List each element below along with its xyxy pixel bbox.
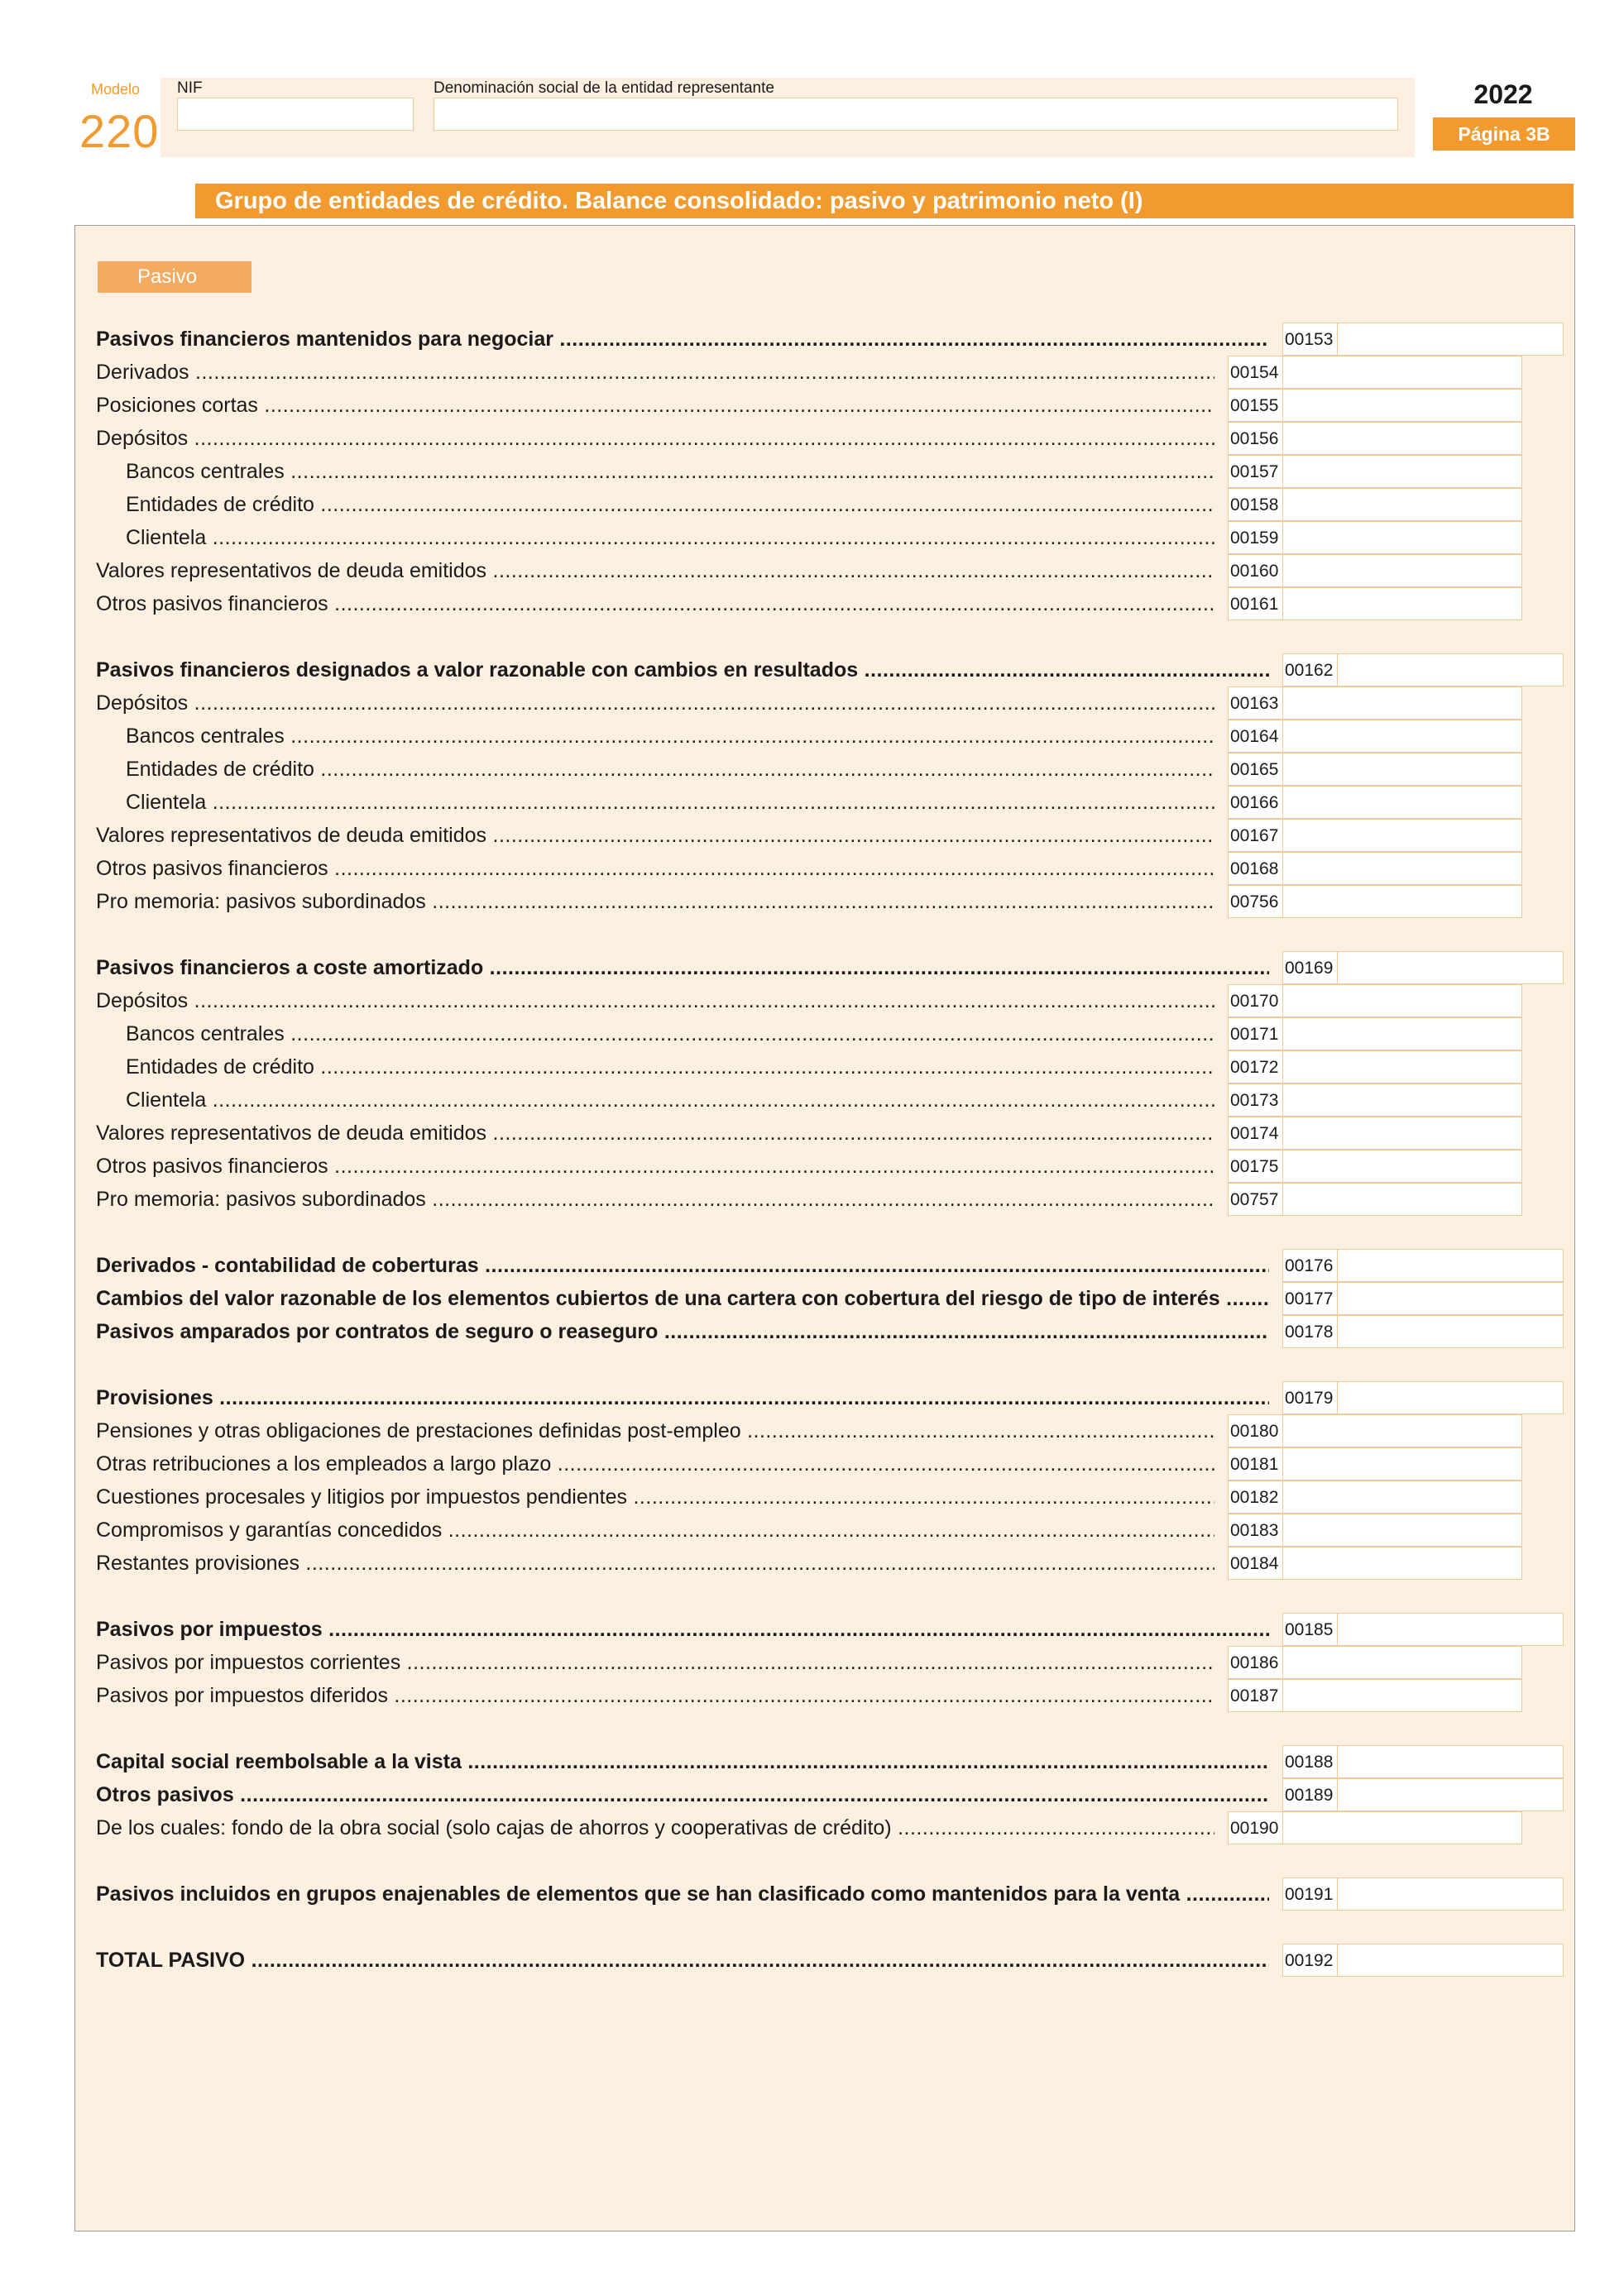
value-field[interactable] — [1228, 587, 1522, 620]
form-row — [96, 455, 1552, 488]
form-row — [96, 1811, 1552, 1844]
value-field[interactable] — [1228, 1414, 1522, 1447]
row-label: Pro memoria: pasivos subordinados ..... — [96, 1183, 1214, 1216]
row-label: Bancos centrales ..... — [126, 1017, 1214, 1050]
form-row — [96, 488, 1552, 521]
form-row — [96, 1249, 1552, 1282]
value-field[interactable] — [1228, 686, 1522, 720]
value-field[interactable] — [1282, 951, 1564, 984]
field-code: 00176 — [1283, 1250, 1338, 1281]
modelo-label: Modelo — [91, 81, 141, 98]
row-label: Bancos centrales ..... — [126, 720, 1214, 753]
field-code: 00173 — [1229, 1084, 1283, 1116]
form-row — [96, 1646, 1552, 1679]
row-label: Posiciones cortas ..... — [96, 389, 1214, 422]
form-row — [96, 1083, 1552, 1117]
row-label: Derivados - contabilidad de coberturas ..... — [96, 1249, 1269, 1282]
value-field[interactable] — [1228, 554, 1522, 587]
form-row — [96, 1613, 1552, 1646]
field-code: 00170 — [1229, 985, 1283, 1016]
value-field[interactable] — [1282, 1778, 1564, 1811]
form-row — [96, 1117, 1552, 1150]
form-row — [96, 356, 1552, 389]
field-code: 00168 — [1229, 853, 1283, 884]
value-field[interactable] — [1282, 1315, 1564, 1348]
value-field[interactable] — [1228, 1050, 1522, 1083]
nif-label: NIF — [177, 79, 203, 97]
row-label: Pasivos amparados por contratos de seguro o reaseguro ..... — [96, 1315, 1269, 1348]
row-label: Entidades de crédito ..... — [126, 1050, 1214, 1083]
field-code: 00156 — [1229, 423, 1283, 454]
form-row — [96, 885, 1552, 918]
field-code: 00192 — [1283, 1944, 1338, 1976]
field-code: 00163 — [1229, 687, 1283, 719]
field-code: 00181 — [1229, 1448, 1283, 1480]
row-label: Derivados ..... — [96, 356, 1214, 389]
field-code: 00154 — [1229, 356, 1283, 388]
field-code: 00153 — [1283, 323, 1338, 355]
row-label: Pasivos financieros designados a valor razonable con cambios en resultados ..... — [96, 653, 1269, 686]
field-code: 00155 — [1229, 390, 1283, 421]
field-code: 00159 — [1229, 522, 1283, 553]
form-row — [96, 984, 1552, 1017]
section-tab-pasivo: Pasivo — [98, 261, 252, 293]
value-field[interactable] — [1228, 1480, 1522, 1514]
field-code: 00175 — [1229, 1150, 1283, 1182]
row-label: Valores representativos de deuda emitidos ..... — [96, 819, 1214, 852]
form-row — [96, 1150, 1552, 1183]
field-code: 00171 — [1229, 1018, 1283, 1050]
field-code: 00183 — [1229, 1514, 1283, 1546]
form-row — [96, 1745, 1552, 1778]
row-label: Clientela ..... — [126, 1083, 1214, 1117]
value-field[interactable] — [1228, 521, 1522, 554]
value-field[interactable] — [1228, 786, 1522, 819]
row-label: Pasivos financieros a coste amortizado ..... — [96, 951, 1269, 984]
field-code: 00157 — [1229, 456, 1283, 487]
field-code: 00169 — [1283, 952, 1338, 983]
field-code: 00167 — [1229, 820, 1283, 851]
form-row — [96, 1017, 1552, 1050]
value-field[interactable] — [1228, 356, 1522, 389]
field-code: 00174 — [1229, 1117, 1283, 1149]
field-code: 00184 — [1229, 1547, 1283, 1579]
row-label: Compromisos y garantías concedidos ..... — [96, 1514, 1214, 1547]
form-row — [96, 653, 1552, 686]
form-row — [96, 753, 1552, 786]
form-row — [96, 720, 1552, 753]
value-field[interactable] — [1228, 422, 1522, 455]
row-label: Restantes provisiones ..... — [96, 1547, 1214, 1580]
row-label: Depósitos ..... — [96, 984, 1214, 1017]
field-code: 00182 — [1229, 1481, 1283, 1513]
year: 2022 — [1473, 79, 1533, 109]
form-row — [96, 1183, 1552, 1216]
field-code: 00179 — [1283, 1382, 1338, 1413]
row-label: Pro memoria: pasivos subordinados ..... — [96, 885, 1214, 918]
value-field[interactable] — [1282, 1282, 1564, 1315]
row-label: Otros pasivos financieros ..... — [96, 587, 1214, 620]
form-row — [96, 1877, 1552, 1911]
value-field[interactable] — [1282, 1877, 1564, 1911]
field-code: 00190 — [1229, 1812, 1283, 1844]
field-code: 00165 — [1229, 753, 1283, 785]
row-label: De los cuales: fondo de la obra social (solo cajas de ahorros y cooperativas de crédito) ..... — [96, 1811, 1214, 1844]
form-row — [96, 1944, 1552, 1977]
field-code: 00187 — [1229, 1680, 1283, 1711]
value-field[interactable] — [1228, 1017, 1522, 1050]
value-field[interactable] — [1228, 455, 1522, 488]
row-label: TOTAL PASIVO ..... — [96, 1944, 1269, 1977]
field-code: 00162 — [1283, 654, 1338, 686]
field-code: 00185 — [1283, 1614, 1338, 1645]
value-field[interactable] — [1228, 984, 1522, 1017]
row-label: Pasivos financieros mantenidos para negociar ..... — [96, 323, 1269, 356]
value-field[interactable] — [1228, 1183, 1522, 1216]
value-field[interactable] — [1228, 1447, 1522, 1480]
field-code: 00757 — [1229, 1184, 1283, 1215]
row-label: Otras retribuciones a los empleados a largo plazo ..... — [96, 1447, 1214, 1480]
field-code: 00178 — [1283, 1316, 1338, 1347]
row-label: Provisiones ..... — [96, 1381, 1269, 1414]
field-code: 00177 — [1283, 1283, 1338, 1314]
form-row — [96, 786, 1552, 819]
row-label: Entidades de crédito ..... — [126, 753, 1214, 786]
form-row — [96, 1447, 1552, 1480]
row-label: Clientela ..... — [126, 786, 1214, 819]
modelo-number: 220 — [79, 105, 160, 157]
field-code: 00158 — [1229, 489, 1283, 520]
field-code: 00164 — [1229, 720, 1283, 752]
form-row — [96, 686, 1552, 720]
value-field[interactable] — [1228, 1514, 1522, 1547]
form-row — [96, 521, 1552, 554]
value-field[interactable] — [1228, 1083, 1522, 1117]
value-field[interactable] — [1228, 1811, 1522, 1844]
value-field[interactable] — [1282, 1944, 1564, 1977]
field-code: 00189 — [1283, 1779, 1338, 1810]
row-label: Depósitos ..... — [96, 422, 1214, 455]
row-label: Capital social reembolsable a la vista ..... — [96, 1745, 1269, 1778]
row-label: Pasivos incluidos en grupos enajenables de elementos que se han clasificado como mantenidos para la venta ..... — [96, 1877, 1269, 1911]
value-field[interactable] — [1282, 1745, 1564, 1778]
denominacion-label: Denominación social de la entidad representante — [434, 79, 774, 97]
row-label: Valores representativos de deuda emitidos ..... — [96, 1117, 1214, 1150]
form-row — [96, 1282, 1552, 1315]
value-field[interactable] — [1282, 653, 1564, 686]
row-label: Bancos centrales ..... — [126, 455, 1214, 488]
value-field[interactable] — [1228, 852, 1522, 885]
field-code: 00188 — [1283, 1746, 1338, 1777]
value-field[interactable] — [1228, 389, 1522, 422]
form-row — [96, 587, 1552, 620]
row-label: Pasivos por impuestos diferidos ..... — [96, 1679, 1214, 1712]
value-field[interactable] — [1282, 323, 1564, 356]
nif-field[interactable] — [177, 98, 414, 131]
form-row — [96, 951, 1552, 984]
form-row — [96, 852, 1552, 885]
value-field[interactable] — [1228, 720, 1522, 753]
row-label: Otros pasivos financieros ..... — [96, 1150, 1214, 1183]
value-field[interactable] — [1228, 1150, 1522, 1183]
row-label: Cambios del valor razonable de los elementos cubiertos de una cartera con cobertura del riesgo de tipo de interés ..... — [96, 1282, 1269, 1315]
page-badge: Página 3B — [1433, 117, 1575, 151]
field-code: 00161 — [1229, 588, 1283, 619]
field-code: 00756 — [1229, 886, 1283, 917]
form-row — [96, 389, 1552, 422]
value-field[interactable] — [1282, 1249, 1564, 1282]
form-row — [96, 1480, 1552, 1514]
field-code: 00186 — [1229, 1647, 1283, 1678]
form-row — [96, 1778, 1552, 1811]
form-row — [96, 1315, 1552, 1348]
value-field[interactable] — [1228, 1679, 1522, 1712]
form-row — [96, 1547, 1552, 1580]
value-field[interactable] — [1282, 1381, 1564, 1414]
value-field[interactable] — [1228, 819, 1522, 852]
page-title: Grupo de entidades de crédito. Balance consolidado: pasivo y patrimonio neto (I) — [195, 184, 1574, 218]
row-label: Pensiones y otras obligaciones de prestaciones definidas post-empleo ..... — [96, 1414, 1214, 1447]
denominacion-field[interactable] — [434, 98, 1398, 131]
row-label: Valores representativos de deuda emitidos ..... — [96, 554, 1214, 587]
value-field[interactable] — [1228, 1646, 1522, 1679]
field-code: 00180 — [1229, 1415, 1283, 1447]
row-label: Entidades de crédito ..... — [126, 488, 1214, 521]
row-label: Cuestiones procesales y litigios por impuestos pendientes ..... — [96, 1480, 1214, 1514]
value-field[interactable] — [1228, 753, 1522, 786]
form-row — [96, 1679, 1552, 1712]
form-row — [96, 1050, 1552, 1083]
field-code: 00191 — [1283, 1878, 1338, 1910]
value-field[interactable] — [1228, 885, 1522, 918]
form-row — [96, 819, 1552, 852]
field-code: 00166 — [1229, 787, 1283, 818]
field-code: 00160 — [1229, 555, 1283, 586]
row-label: Pasivos por impuestos ..... — [96, 1613, 1269, 1646]
value-field[interactable] — [1228, 488, 1522, 521]
row-label: Pasivos por impuestos corrientes ..... — [96, 1646, 1214, 1679]
row-label: Otros pasivos ..... — [96, 1778, 1269, 1811]
form-row — [96, 323, 1552, 356]
form-row — [96, 422, 1552, 455]
value-field[interactable] — [1282, 1613, 1564, 1646]
value-field[interactable] — [1228, 1117, 1522, 1150]
field-code: 00172 — [1229, 1051, 1283, 1083]
form-row — [96, 1381, 1552, 1414]
form-row — [96, 1514, 1552, 1547]
form-row — [96, 554, 1552, 587]
row-label: Otros pasivos financieros ..... — [96, 852, 1214, 885]
value-field[interactable] — [1228, 1547, 1522, 1580]
row-label: Depósitos ..... — [96, 686, 1214, 720]
row-label: Clientela ..... — [126, 521, 1214, 554]
form-row — [96, 1414, 1552, 1447]
